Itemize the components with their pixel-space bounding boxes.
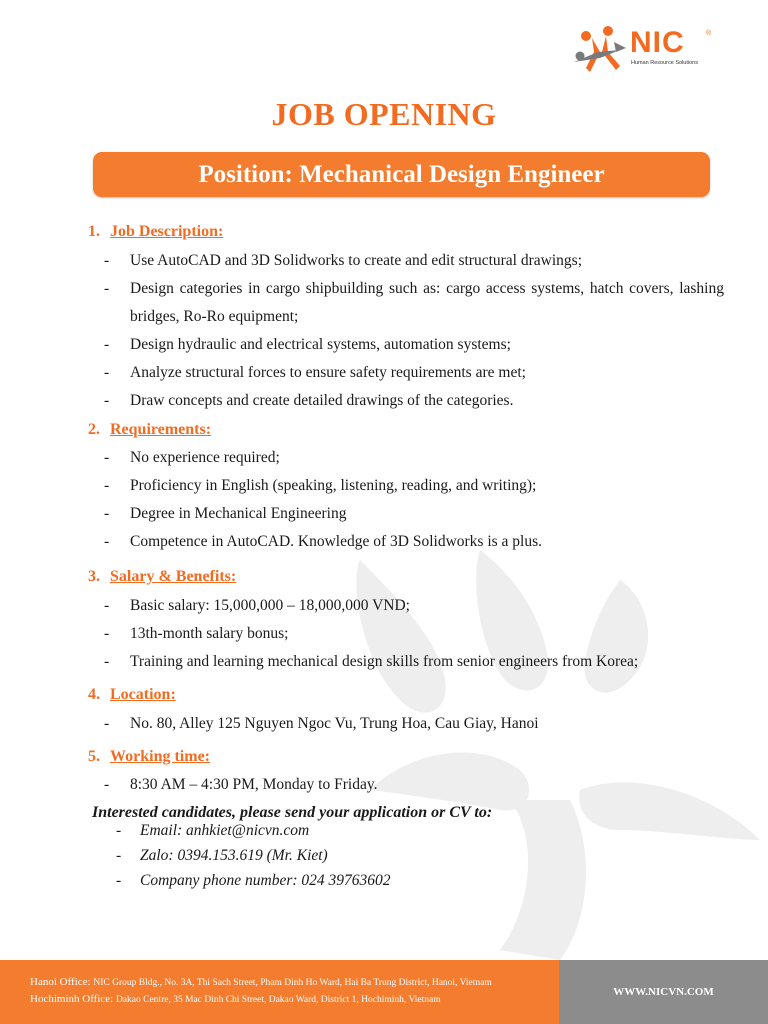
list-item: - Design categories in cargo shipbuilding such as: cargo access systems, hatch covers, lashing bridges, Ro-Ro equipment; xyxy=(104,275,724,331)
dash-bullet: - xyxy=(116,872,122,889)
contact-intro: Interested candidates, please send your application or CV to: xyxy=(92,804,493,821)
section-heading-job-description xyxy=(88,223,223,241)
logo-registered-mark: ® xyxy=(706,30,712,37)
section-label: Location: xyxy=(110,686,176,703)
position-banner: Position: Mechanical Design Engineer xyxy=(93,152,710,197)
section-heading-location xyxy=(88,686,176,704)
dash-bullet: - xyxy=(116,847,122,864)
section-heading-requirements xyxy=(88,421,211,439)
page-title: JOB OPENING xyxy=(271,96,497,132)
logo-tagline: Human Resource Solutions xyxy=(631,60,698,66)
footer-hcm xyxy=(30,993,441,1005)
section-number: 4. xyxy=(88,686,100,703)
list-item: - Use AutoCAD and 3D Solidworks to create and edit structural drawings; xyxy=(104,247,724,275)
section-number: 3. xyxy=(88,568,100,585)
hcm-office-address: Dakao Centre, 35 Mac Dinh Chi Street, Dakao Ward, District 1, Hochiminh, Vietnam xyxy=(115,995,441,1005)
list-item: - Competence in AutoCAD. Knowledge of 3D Solidworks is a plus. xyxy=(104,528,724,556)
footer-hanoi xyxy=(30,976,492,988)
dash-bullet: - xyxy=(104,625,110,642)
hcm-office-label: Hochiminh Office: xyxy=(30,993,114,1005)
contact-phone: - Company phone number: 024 39763602 xyxy=(116,872,391,889)
hanoi-office-address: NIC Group Bldg., No. 3A, Thi Sach Street, Pham Dinh Ho Ward, Hai Ba Trung District, Hanoi, Vietnam xyxy=(93,978,492,988)
section-number: 5. xyxy=(88,748,100,765)
dash-bullet: - xyxy=(104,715,110,732)
section-number: 2. xyxy=(88,421,100,438)
contact-email[interactable]: - Email: anhkiet@nicvn.com xyxy=(116,822,310,839)
list-item: - Design hydraulic and electrical systems, automation systems; xyxy=(104,331,724,359)
list-item: - Degree in Mechanical Engineering xyxy=(104,500,724,528)
list-item: - Analyze structural forces to ensure safety requirements are met; xyxy=(104,359,724,387)
dash-bullet: - xyxy=(104,533,110,550)
dash-bullet: - xyxy=(104,280,110,297)
dash-bullet: - xyxy=(104,477,110,494)
dash-bullet: - xyxy=(104,505,110,522)
website-link[interactable]: WWW.NICVN.COM xyxy=(613,986,714,998)
list-item: - 8:30 AM – 4:30 PM, Monday to Friday. xyxy=(104,771,724,799)
section-heading-salary xyxy=(88,568,236,586)
section-label: Salary & Benefits: xyxy=(110,568,237,585)
dash-bullet: - xyxy=(104,597,110,614)
section-label: Requirements: xyxy=(110,421,212,438)
section-label: Job Description: xyxy=(110,223,224,240)
dash-bullet: - xyxy=(104,449,110,466)
logo-brand: NIC xyxy=(630,26,685,59)
hanoi-office-label: Hanoi Office: xyxy=(30,976,91,988)
list-item: - Basic salary: 15,000,000 – 18,000,000 VND; xyxy=(104,592,724,620)
dash-bullet: - xyxy=(116,822,122,839)
dash-bullet: - xyxy=(104,776,110,793)
list-item: - No experience required; xyxy=(104,444,724,472)
list-item: - Proficiency in English (speaking, listening, reading, and writing); xyxy=(104,472,724,500)
footer-addresses xyxy=(0,960,559,1024)
dash-bullet: - xyxy=(104,392,110,409)
list-item: - 13th-month salary bonus; xyxy=(104,620,724,648)
dash-bullet: - xyxy=(104,336,110,353)
list-item: - Draw concepts and create detailed drawings of the categories. xyxy=(104,387,724,415)
section-number: 1. xyxy=(88,223,100,240)
contact-zalo: - Zalo: 0394.153.619 (Mr. Kiet) xyxy=(116,847,328,864)
list-item: - Training and learning mechanical design skills from senior engineers from Korea; xyxy=(104,648,724,676)
section-heading-working-time xyxy=(88,748,210,766)
section-label: Working time: xyxy=(110,748,210,765)
footer-website-panel xyxy=(559,960,768,1024)
dash-bullet: - xyxy=(104,252,110,269)
dash-bullet: - xyxy=(104,364,110,381)
list-item: - No. 80, Alley 125 Nguyen Ngoc Vu, Trung Hoa, Cau Giay, Hanoi xyxy=(104,710,724,738)
dash-bullet: - xyxy=(104,653,110,670)
